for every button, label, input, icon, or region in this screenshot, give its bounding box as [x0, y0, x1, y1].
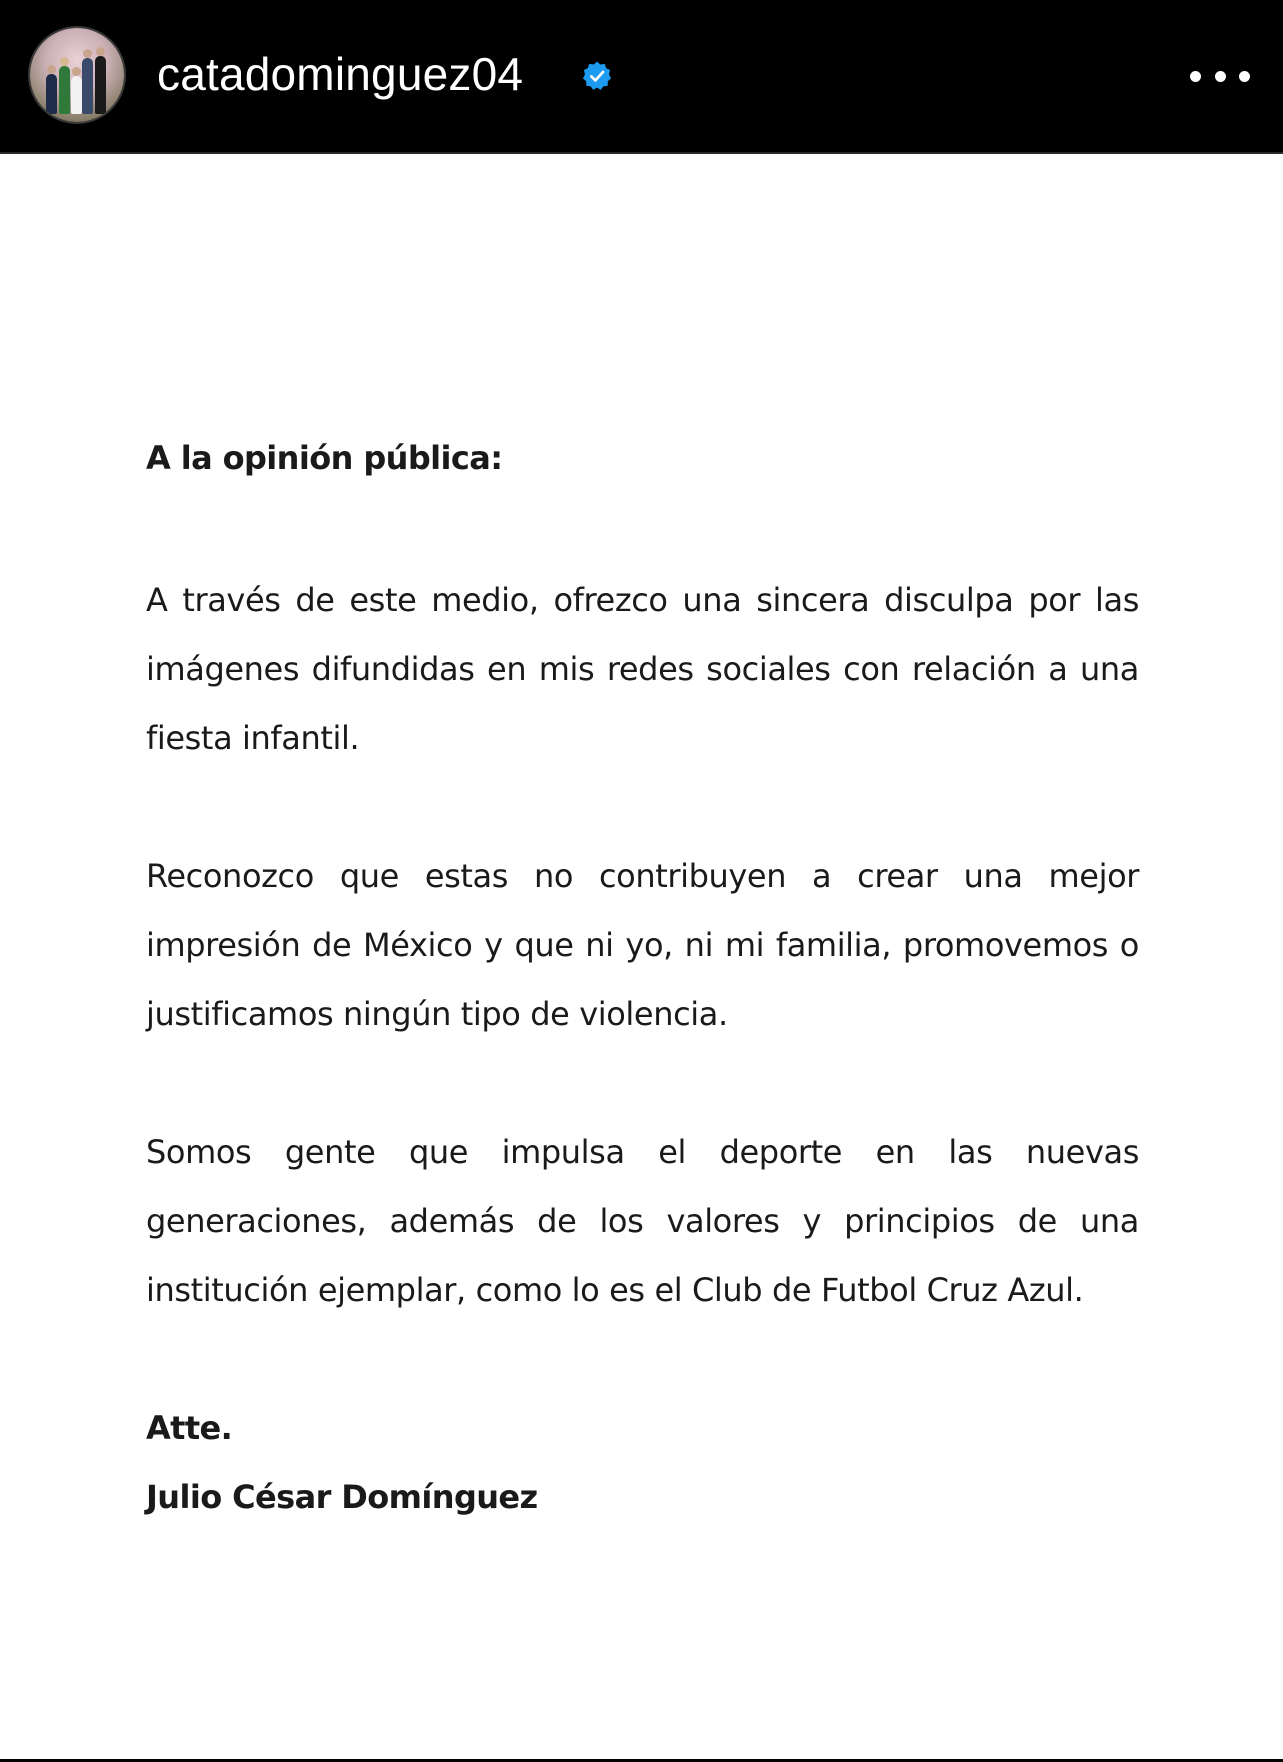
verified-badge-icon	[581, 60, 613, 92]
avatar-figure	[71, 76, 82, 114]
verified-badge-shape	[583, 62, 611, 90]
avatar-figure-head	[96, 47, 105, 56]
letter-salutation: A la opinión pública:	[146, 439, 503, 477]
more-options-button[interactable]	[1190, 58, 1250, 94]
avatar-figure-head	[60, 57, 69, 66]
post-header	[0, 0, 1283, 154]
avatar-figure	[59, 66, 70, 114]
letter-closing: Atte.	[146, 1409, 233, 1447]
letter-paragraph: A través de este medio, ofrezco una sincera disculpa por las imágenes difundidas en mis redes sociales con relación a una fiesta infantil.	[146, 581, 1139, 757]
avatar-figure-head	[47, 65, 56, 74]
avatar-figure	[82, 58, 93, 114]
apology-letter	[146, 428, 1139, 1532]
avatar-figure	[95, 56, 106, 114]
more-dot-icon	[1239, 71, 1250, 82]
avatar-figure-head	[83, 49, 92, 58]
letter-signature: Julio César Domínguez	[146, 1478, 538, 1516]
avatar-figure	[46, 74, 57, 114]
more-dot-icon	[1190, 71, 1201, 82]
letter-paragraph: Reconozco que estas no contribuyen a crear una mejor impresión de México y que ni yo, ni mi familia, promovemos o justificamos ningún tipo de violencia.	[146, 857, 1139, 1033]
avatar-figure-head	[72, 67, 81, 76]
more-dot-icon	[1215, 71, 1226, 82]
avatar[interactable]	[30, 28, 124, 122]
username[interactable]: catadominguez04	[157, 48, 524, 100]
letter-paragraph: Somos gente que impulsa el deporte en las nuevas generaciones, además de los valores y principios de una institución ejemplar, como lo es el Club de Futbol Cruz Azul.	[146, 1133, 1139, 1309]
